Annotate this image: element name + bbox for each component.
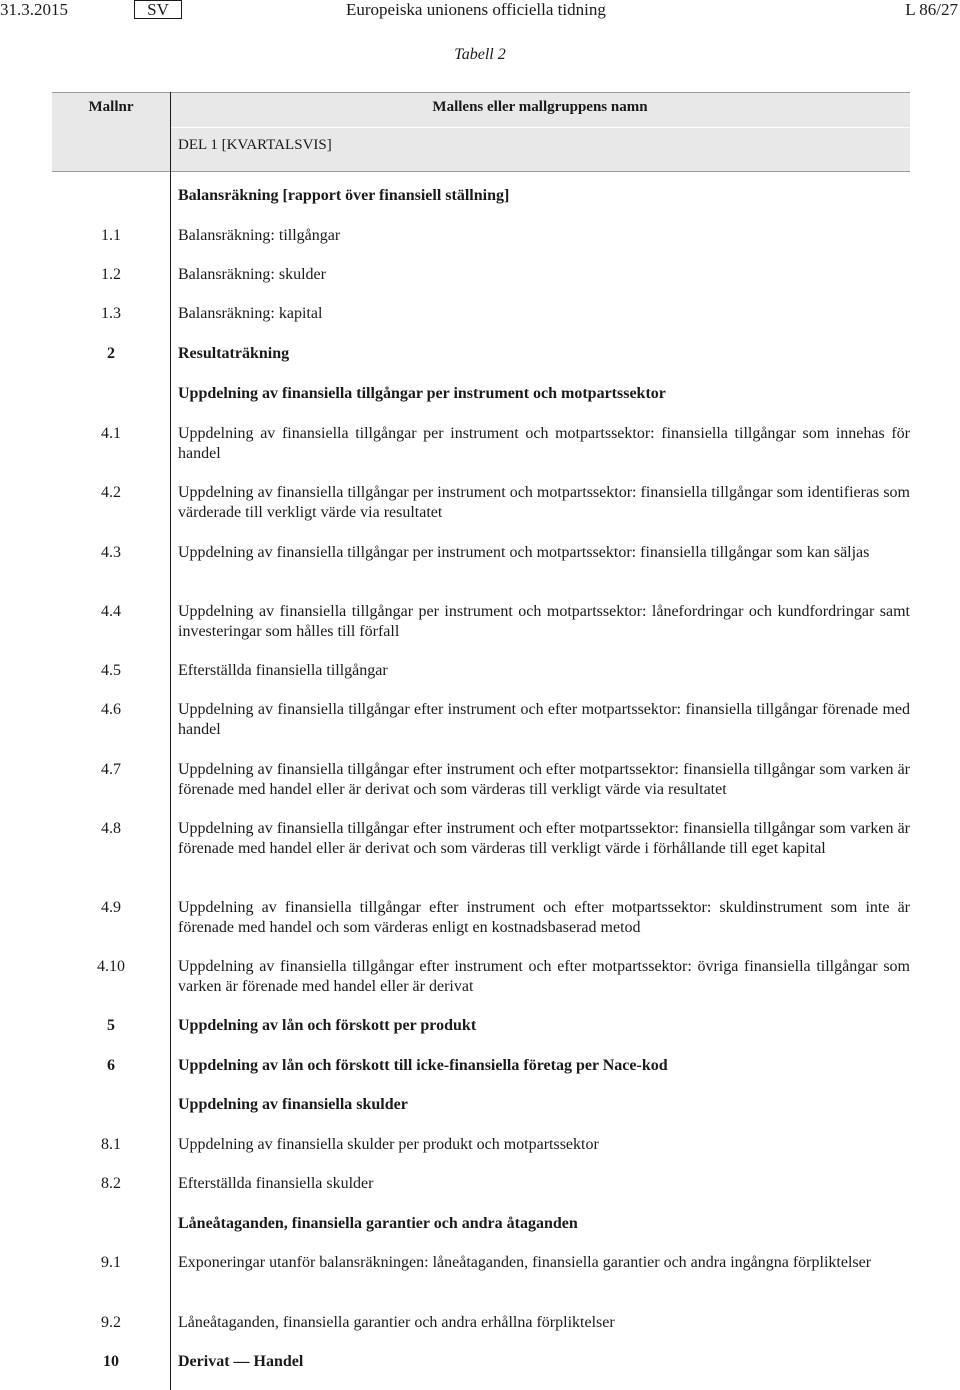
column-divider — [170, 92, 171, 1390]
template-number: 5 — [107, 1017, 115, 1034]
template-number: 6 — [107, 1057, 115, 1074]
template-name: Uppdelning av lån och förskott per produkt — [178, 1017, 477, 1034]
template-name: Uppdelning av finansiella tillgångar efter instrument och efter motpartssektor: övriga finansiella tillgångar som varken är förenade med handel eller är derivat — [178, 958, 910, 995]
template-number: 1.2 — [101, 266, 121, 283]
template-name: Efterställda finansiella tillgångar — [178, 662, 388, 679]
template-name: Uppdelning av finansiella skulder per produkt och motpartssektor — [178, 1136, 599, 1153]
template-name: Uppdelning av finansiella tillgångar per instrument och motpartssektor: finansiella tillgångar som kan säljas — [178, 544, 870, 561]
template-name: Uppdelning av lån och förskott till icke-finansiella företag per Nace-kod — [178, 1057, 668, 1074]
template-name: Uppdelning av finansiella tillgångar per instrument och motpartssektor: finansiella tillgångar som innehas för handel — [178, 425, 910, 462]
page-number: L 86/27 — [905, 0, 958, 19]
template-number: 4.9 — [101, 899, 121, 916]
template-name: Derivat — Handel — [178, 1353, 304, 1370]
template-number: 4.3 — [101, 544, 121, 561]
journal-title: Europeiska unionens officiella tidning — [346, 0, 606, 19]
template-number: 10 — [103, 1353, 119, 1370]
template-number: 1.3 — [101, 305, 121, 322]
template-name: Uppdelning av finansiella tillgångar per instrument och motpartssektor: lånefordringar och kundfordringar samt investeringar som hålles till förfall — [178, 603, 910, 640]
table-caption: Tabell 2 — [454, 46, 506, 63]
template-number: 4.5 — [101, 662, 121, 679]
template-name: Uppdelning av finansiella tillgångar efter instrument och efter motpartssektor: skuldinstrument som inte är förenade med handel och som värderas enligt en kostnadsbaserad metod — [178, 899, 910, 936]
template-name: Balansräkning [rapport över finansiell ställning] — [178, 187, 510, 204]
template-number: 4.4 — [101, 603, 121, 620]
page-header — [0, 0, 960, 20]
template-name: Efterställda finansiella skulder — [178, 1175, 374, 1192]
part-heading: DEL 1 [KVARTALSVIS] — [178, 137, 332, 153]
template-number: 4.1 — [101, 425, 121, 442]
template-name: Uppdelning av finansiella tillgångar efter instrument och efter motpartssektor: finansiella tillgångar som varken är förenade med handel eller är derivat och som värderas till verkligt värde i förhållande till eget kapital — [178, 820, 910, 857]
template-name: Uppdelning av finansiella tillgångar per instrument och motpartssektor — [178, 385, 666, 402]
publication-date: 31.3.2015 — [0, 0, 68, 19]
template-number: 8.1 — [101, 1136, 121, 1153]
template-number: 8.2 — [101, 1175, 121, 1192]
template-name: Låneåtaganden, finansiella garantier och andra åtaganden — [178, 1215, 578, 1232]
template-name: Exponeringar utanför balansräkningen: låneåtaganden, finansiella garantier och andra ingångna förpliktelser — [178, 1254, 872, 1271]
language-badge: SV — [134, 0, 182, 19]
template-name: Resultaträkning — [178, 345, 290, 362]
header-bottom-rule — [52, 171, 910, 172]
template-name: Balansräkning: tillgångar — [178, 227, 341, 244]
template-number: 4.8 — [101, 820, 121, 837]
template-name: Låneåtaganden, finansiella garantier och andra erhållna förpliktelser — [178, 1314, 615, 1331]
template-number: 4.2 — [101, 484, 121, 501]
template-name: Uppdelning av finansiella tillgångar per instrument och motpartssektor: finansiella tillgångar som identifieras som värderade till verkligt värde via resultatet — [178, 484, 910, 521]
template-number: 4.6 — [101, 701, 121, 718]
template-name: Balansräkning: skulder — [178, 266, 326, 283]
template-number: 2 — [107, 345, 115, 362]
column-header-template-name: Mallens eller mallgruppens namn — [432, 99, 648, 115]
column-header-template-number: Mallnr — [88, 99, 134, 115]
template-number: 4.10 — [97, 958, 125, 975]
template-name: Uppdelning av finansiella skulder — [178, 1096, 408, 1113]
header-separator — [170, 127, 910, 128]
template-number: 1.1 — [101, 227, 121, 244]
template-number: 4.7 — [101, 761, 121, 778]
template-name: Uppdelning av finansiella tillgångar efter instrument och efter motpartssektor: finansiella tillgångar förenade med handel — [178, 701, 910, 738]
header-top-rule — [52, 92, 910, 93]
template-number: 9.1 — [101, 1254, 121, 1271]
template-number: 9.2 — [101, 1314, 121, 1331]
template-name: Balansräkning: kapital — [178, 305, 323, 322]
template-name: Uppdelning av finansiella tillgångar efter instrument och efter motpartssektor: finansiella tillgångar som varken är förenade med handel eller är derivat och som värderas till verkligt värde via resultatet — [178, 761, 910, 798]
